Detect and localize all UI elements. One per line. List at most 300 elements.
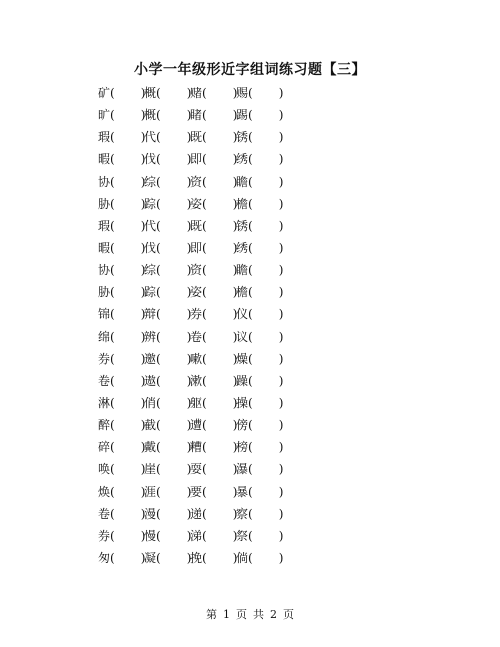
exercise-row xyxy=(98,305,398,327)
word-blank xyxy=(190,527,237,544)
character: 卷 xyxy=(190,329,203,344)
character: 唤 xyxy=(98,462,111,477)
right-paren: ) xyxy=(232,218,238,233)
right-paren: ) xyxy=(140,395,146,410)
left-paren: ( xyxy=(156,152,161,167)
exercise-row xyxy=(98,460,398,482)
right-paren: ) xyxy=(140,506,146,521)
word-blank xyxy=(190,460,237,477)
right-paren: ) xyxy=(186,285,192,300)
right-paren: ) xyxy=(140,152,146,167)
left-paren: ( xyxy=(156,130,161,145)
word-blank xyxy=(98,195,145,212)
character: 旷 xyxy=(98,108,111,123)
word-blank xyxy=(144,217,191,234)
left-paren: ( xyxy=(110,329,115,344)
character: 概 xyxy=(144,108,157,123)
left-paren: ( xyxy=(248,351,253,366)
character: 睹 xyxy=(190,108,203,123)
exercise-row xyxy=(98,483,398,505)
character: 券 xyxy=(190,307,203,322)
left-paren: ( xyxy=(202,528,207,543)
right-paren: ) xyxy=(140,418,146,433)
word-blank xyxy=(190,217,237,234)
page-label: 第 xyxy=(206,608,217,621)
right-paren: ) xyxy=(186,440,192,455)
character: 祭 xyxy=(236,528,249,543)
word-blank xyxy=(144,438,191,455)
word-blank xyxy=(236,483,283,500)
word-blank xyxy=(98,217,145,234)
right-paren: ) xyxy=(232,329,238,344)
character: 淋 xyxy=(98,395,111,410)
left-paren: ( xyxy=(202,351,207,366)
word-blank xyxy=(190,283,237,300)
left-paren: ( xyxy=(156,108,161,123)
character: 操 xyxy=(236,395,249,410)
word-blank xyxy=(144,128,191,145)
exercise-row xyxy=(98,261,398,283)
right-paren: ) xyxy=(278,484,284,499)
right-paren: ) xyxy=(186,329,192,344)
exercise-row xyxy=(98,328,398,350)
left-paren: ( xyxy=(248,218,253,233)
word-blank xyxy=(144,483,191,500)
word-blank xyxy=(98,283,145,300)
right-paren: ) xyxy=(278,130,284,145)
right-paren: ) xyxy=(278,373,284,388)
character: 胁 xyxy=(98,196,111,211)
left-paren: ( xyxy=(202,418,207,433)
right-paren: ) xyxy=(278,550,284,565)
left-paren: ( xyxy=(156,373,161,388)
right-paren: ) xyxy=(278,263,284,278)
left-paren: ( xyxy=(110,373,115,388)
word-blank xyxy=(98,416,145,433)
word-blank xyxy=(98,173,145,190)
right-paren: ) xyxy=(186,174,192,189)
right-paren: ) xyxy=(278,240,284,255)
left-paren: ( xyxy=(248,196,253,211)
right-paren: ) xyxy=(186,550,192,565)
left-paren: ( xyxy=(248,263,253,278)
page-footer xyxy=(0,606,500,622)
word-blank xyxy=(190,438,237,455)
character: 慢 xyxy=(144,528,157,543)
right-paren: ) xyxy=(232,108,238,123)
left-paren: ( xyxy=(156,528,161,543)
right-paren: ) xyxy=(278,86,284,100)
word-blank xyxy=(144,549,191,566)
exercise-row xyxy=(98,350,398,372)
character: 檐 xyxy=(236,196,249,211)
word-blank xyxy=(190,173,237,190)
character: 漫 xyxy=(144,506,157,521)
left-paren: ( xyxy=(110,218,115,233)
word-blank xyxy=(144,416,191,433)
right-paren: ) xyxy=(232,373,238,388)
word-blank xyxy=(236,328,283,345)
right-paren: ) xyxy=(232,196,238,211)
character: 躯 xyxy=(190,395,203,410)
word-blank xyxy=(98,372,145,389)
right-paren: ) xyxy=(140,550,146,565)
word-blank xyxy=(190,128,237,145)
left-paren: ( xyxy=(202,484,207,499)
right-paren: ) xyxy=(140,440,146,455)
right-paren: ) xyxy=(232,152,238,167)
character: 碎 xyxy=(98,440,111,455)
word-blank xyxy=(236,239,283,256)
left-paren: ( xyxy=(248,440,253,455)
left-paren: ( xyxy=(202,152,207,167)
left-paren: ( xyxy=(248,307,253,322)
exercise-row xyxy=(98,394,398,416)
character: 邀 xyxy=(144,351,157,366)
right-paren: ) xyxy=(232,550,238,565)
character: 漱 xyxy=(190,373,203,388)
character: 既 xyxy=(190,218,203,233)
character: 踪 xyxy=(144,196,157,211)
right-paren: ) xyxy=(278,152,284,167)
character: 协 xyxy=(98,174,111,189)
right-paren: ) xyxy=(278,440,284,455)
right-paren: ) xyxy=(186,130,192,145)
word-blank xyxy=(190,305,237,322)
character: 瞻 xyxy=(236,174,249,189)
left-paren: ( xyxy=(110,307,115,322)
left-paren: ( xyxy=(156,263,161,278)
right-paren: ) xyxy=(186,395,192,410)
word-blank xyxy=(98,438,145,455)
right-paren: ) xyxy=(140,285,146,300)
character: 糟 xyxy=(190,440,203,455)
right-paren: ) xyxy=(186,218,192,233)
right-paren: ) xyxy=(278,285,284,300)
word-blank xyxy=(190,106,237,123)
character: 券 xyxy=(98,528,111,543)
character: 耍 xyxy=(190,462,203,477)
left-paren: ( xyxy=(202,86,207,100)
character: 锈 xyxy=(236,130,249,145)
left-paren: ( xyxy=(248,462,253,477)
left-paren: ( xyxy=(248,506,253,521)
right-paren: ) xyxy=(232,285,238,300)
left-paren: ( xyxy=(156,506,161,521)
left-paren: ( xyxy=(202,218,207,233)
character: 姿 xyxy=(190,196,203,211)
word-blank xyxy=(144,283,191,300)
right-paren: ) xyxy=(278,108,284,123)
right-paren: ) xyxy=(186,263,192,278)
left-paren: ( xyxy=(202,373,207,388)
word-blank xyxy=(144,328,191,345)
word-blank xyxy=(144,173,191,190)
left-paren: ( xyxy=(156,174,161,189)
word-blank xyxy=(98,350,145,367)
exercise-row xyxy=(98,84,398,106)
word-blank xyxy=(98,84,145,101)
right-paren: ) xyxy=(232,418,238,433)
word-blank xyxy=(144,106,191,123)
left-paren: ( xyxy=(248,86,253,100)
right-paren: ) xyxy=(278,307,284,322)
character: 协 xyxy=(98,263,111,278)
right-paren: ) xyxy=(232,506,238,521)
left-paren: ( xyxy=(248,395,253,410)
right-paren: ) xyxy=(232,484,238,499)
exercise-grid xyxy=(98,84,398,571)
left-paren: ( xyxy=(248,373,253,388)
left-paren: ( xyxy=(202,307,207,322)
word-blank xyxy=(236,505,283,522)
character: 瑕 xyxy=(98,218,111,233)
left-paren: ( xyxy=(202,174,207,189)
left-paren: ( xyxy=(110,395,115,410)
right-paren: ) xyxy=(140,196,146,211)
left-paren: ( xyxy=(110,285,115,300)
left-paren: ( xyxy=(156,418,161,433)
right-paren: ) xyxy=(232,174,238,189)
left-paren: ( xyxy=(156,484,161,499)
character: 伐 xyxy=(144,240,157,255)
left-paren: ( xyxy=(202,395,207,410)
character: 仪 xyxy=(236,307,249,322)
character: 递 xyxy=(190,506,203,521)
character: 即 xyxy=(190,152,203,167)
word-blank xyxy=(236,150,283,167)
word-blank xyxy=(236,261,283,278)
right-paren: ) xyxy=(278,418,284,433)
right-paren: ) xyxy=(140,174,146,189)
word-blank xyxy=(190,150,237,167)
word-blank xyxy=(144,350,191,367)
character: 绣 xyxy=(236,152,249,167)
word-blank xyxy=(144,239,191,256)
word-blank xyxy=(190,483,237,500)
character: 锈 xyxy=(236,218,249,233)
left-paren: ( xyxy=(248,152,253,167)
right-paren: ) xyxy=(140,484,146,499)
exercise-row xyxy=(98,416,398,438)
word-blank xyxy=(236,527,283,544)
left-paren: ( xyxy=(156,86,161,100)
word-blank xyxy=(236,416,283,433)
character: 既 xyxy=(190,130,203,145)
character: 凝 xyxy=(144,550,157,565)
exercise-row xyxy=(98,195,398,217)
word-blank xyxy=(144,460,191,477)
right-paren: ) xyxy=(278,395,284,410)
word-blank xyxy=(190,350,237,367)
word-blank xyxy=(144,261,191,278)
left-paren: ( xyxy=(156,440,161,455)
right-paren: ) xyxy=(140,263,146,278)
word-blank xyxy=(190,195,237,212)
character: 瞻 xyxy=(236,263,249,278)
character: 倘 xyxy=(236,550,249,565)
word-blank xyxy=(190,261,237,278)
character: 矿 xyxy=(98,86,111,100)
right-paren: ) xyxy=(278,218,284,233)
right-paren: ) xyxy=(232,395,238,410)
left-paren: ( xyxy=(156,329,161,344)
character: 综 xyxy=(144,174,157,189)
exercise-row xyxy=(98,438,398,460)
left-paren: ( xyxy=(110,174,115,189)
character: 涯 xyxy=(144,484,157,499)
word-blank xyxy=(144,84,191,101)
character: 赌 xyxy=(190,86,203,100)
word-blank xyxy=(144,394,191,411)
word-blank xyxy=(190,549,237,566)
left-paren: ( xyxy=(110,528,115,543)
right-paren: ) xyxy=(186,240,192,255)
left-paren: ( xyxy=(110,462,115,477)
word-blank xyxy=(144,527,191,544)
word-blank xyxy=(98,483,145,500)
left-paren: ( xyxy=(248,285,253,300)
character: 资 xyxy=(190,174,203,189)
word-blank xyxy=(236,128,283,145)
right-paren: ) xyxy=(186,506,192,521)
right-paren: ) xyxy=(232,130,238,145)
right-paren: ) xyxy=(140,329,146,344)
word-blank xyxy=(236,549,283,566)
right-paren: ) xyxy=(186,86,192,100)
character: 议 xyxy=(236,329,249,344)
left-paren: ( xyxy=(202,263,207,278)
right-paren: ) xyxy=(186,307,192,322)
page-unit: 页 xyxy=(236,608,247,621)
word-blank xyxy=(190,239,237,256)
left-paren: ( xyxy=(202,329,207,344)
character: 辩 xyxy=(144,307,157,322)
right-paren: ) xyxy=(140,130,146,145)
exercise-row xyxy=(98,505,398,527)
character: 卷 xyxy=(98,373,111,388)
word-blank xyxy=(98,128,145,145)
word-blank xyxy=(236,106,283,123)
character: 崖 xyxy=(144,462,157,477)
right-paren: ) xyxy=(186,373,192,388)
right-paren: ) xyxy=(232,440,238,455)
right-paren: ) xyxy=(186,351,192,366)
left-paren: ( xyxy=(202,462,207,477)
character: 遨 xyxy=(144,373,157,388)
left-paren: ( xyxy=(110,418,115,433)
left-paren: ( xyxy=(202,506,207,521)
word-blank xyxy=(236,460,283,477)
character: 俏 xyxy=(144,395,157,410)
total-pages: 2 xyxy=(270,608,277,621)
left-paren: ( xyxy=(248,329,253,344)
character: 资 xyxy=(190,263,203,278)
word-blank xyxy=(190,372,237,389)
left-paren: ( xyxy=(202,240,207,255)
word-blank xyxy=(190,416,237,433)
character: 踢 xyxy=(236,108,249,123)
total-label: 共 xyxy=(253,608,264,621)
character: 暴 xyxy=(236,484,249,499)
page-number: 1 xyxy=(223,608,230,621)
character: 代 xyxy=(144,218,157,233)
left-paren: ( xyxy=(248,418,253,433)
exercise-row xyxy=(98,549,398,571)
right-paren: ) xyxy=(186,484,192,499)
left-paren: ( xyxy=(110,152,115,167)
left-paren: ( xyxy=(110,484,115,499)
character: 榜 xyxy=(236,440,249,455)
exercise-row xyxy=(98,217,398,239)
left-paren: ( xyxy=(110,263,115,278)
word-blank xyxy=(98,239,145,256)
right-paren: ) xyxy=(186,418,192,433)
right-paren: ) xyxy=(140,351,146,366)
right-paren: ) xyxy=(140,528,146,543)
left-paren: ( xyxy=(156,395,161,410)
right-paren: ) xyxy=(232,528,238,543)
word-blank xyxy=(144,150,191,167)
right-paren: ) xyxy=(186,152,192,167)
total-unit: 页 xyxy=(283,608,294,621)
left-paren: ( xyxy=(110,506,115,521)
character: 概 xyxy=(144,86,157,100)
right-paren: ) xyxy=(140,108,146,123)
right-paren: ) xyxy=(140,86,146,100)
word-blank xyxy=(98,150,145,167)
left-paren: ( xyxy=(110,196,115,211)
character: 卷 xyxy=(98,506,111,521)
right-paren: ) xyxy=(278,351,284,366)
word-blank xyxy=(236,350,283,367)
left-paren: ( xyxy=(156,550,161,565)
word-blank xyxy=(236,394,283,411)
left-paren: ( xyxy=(156,240,161,255)
left-paren: ( xyxy=(110,440,115,455)
word-blank xyxy=(144,195,191,212)
character: 暇 xyxy=(98,152,111,167)
character: 绣 xyxy=(236,240,249,255)
right-paren: ) xyxy=(278,506,284,521)
left-paren: ( xyxy=(156,351,161,366)
word-blank xyxy=(236,372,283,389)
left-paren: ( xyxy=(202,285,207,300)
right-paren: ) xyxy=(140,240,146,255)
left-paren: ( xyxy=(156,462,161,477)
character: 要 xyxy=(190,484,203,499)
right-paren: ) xyxy=(186,462,192,477)
word-blank xyxy=(236,84,283,101)
left-paren: ( xyxy=(248,174,253,189)
character: 傍 xyxy=(236,418,249,433)
character: 醉 xyxy=(98,418,111,433)
word-blank xyxy=(144,372,191,389)
word-blank xyxy=(236,195,283,212)
left-paren: ( xyxy=(248,108,253,123)
word-blank xyxy=(190,394,237,411)
exercise-row xyxy=(98,173,398,195)
left-paren: ( xyxy=(156,218,161,233)
character: 暇 xyxy=(98,240,111,255)
exercise-row xyxy=(98,106,398,128)
character: 赐 xyxy=(236,86,249,100)
word-blank xyxy=(144,305,191,322)
right-paren: ) xyxy=(232,86,238,100)
character: 锦 xyxy=(98,307,111,322)
word-blank xyxy=(190,505,237,522)
word-blank xyxy=(98,505,145,522)
